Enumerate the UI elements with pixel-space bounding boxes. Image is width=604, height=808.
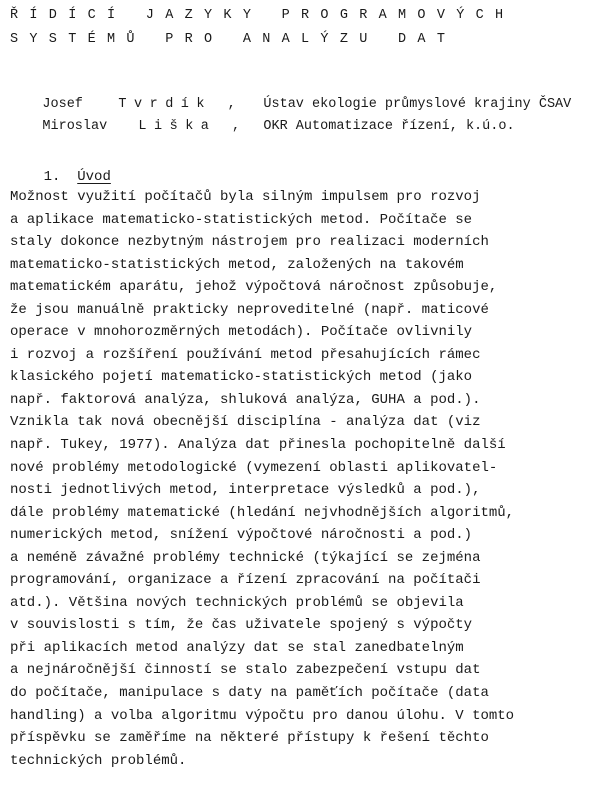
body-line: nové problémy metodologické (vymezení oblasti aplikovatel- xyxy=(10,459,498,476)
author-2-first-name: Miroslav xyxy=(42,119,108,134)
body-paragraph xyxy=(10,186,600,772)
body-line: matematickém aparátu, jehož výpočtová náročnost způsobuje, xyxy=(10,279,498,296)
body-line: technických problémů. xyxy=(10,752,187,769)
author-2-last-name: Liška , xyxy=(138,119,248,134)
body-line: programování, organizace a řízení zpracování na počítači xyxy=(10,572,481,589)
author-2-affiliation: OKR Automatizace řízení, k.ú.o. xyxy=(263,119,515,134)
body-line: příspěvku se zaměříme na některé přístupy k řešení těchto xyxy=(10,730,489,747)
body-line: např. faktorová analýza, shluková analýza, GUHA a pod.). xyxy=(10,391,481,408)
body-line: že jsou manuálně prakticky neproveditelné (např. maticové xyxy=(10,301,489,318)
author-2 xyxy=(10,104,515,149)
body-line: atd.). Většina nových technických problémů se objevila xyxy=(10,594,464,611)
title-line-2: SYSTÉMŮ PRO ANALÝZU DAT xyxy=(10,32,457,47)
body-line: staly dokonce nezbytným nástrojem pro realizaci moderních xyxy=(10,234,489,251)
section-title: Úvod xyxy=(77,169,111,185)
body-line: a nejnáročnější činností se stalo zabezpečení vstupu dat xyxy=(10,662,481,679)
body-line: Vznikla tak nová obecnější disciplína - analýza dat (viz xyxy=(10,414,481,431)
body-line: numerických metod, snížení výpočtové náročnosti a pod.) xyxy=(10,527,473,544)
body-line: handling) a volba algoritmu výpočtu pro danou úlohu. V tomto xyxy=(10,707,515,724)
body-line: nosti jednotlivých metod, interpretace výsledků a pod.), xyxy=(10,482,481,499)
body-line: i rozvoj a rozšíření používání metod přesahujících rámec xyxy=(10,346,481,363)
body-line: matematicko-statistických metod, založených na takovém xyxy=(10,256,464,273)
author-1-affiliation: Ústav ekologie průmyslové krajiny ČSAV xyxy=(263,97,572,112)
body-line: při aplikacích metod analýzy dat se stal zanedbatelným xyxy=(10,639,464,656)
body-line: v souvislosti s tím, že čas uživatele spojený s výpočty xyxy=(10,617,473,634)
body-line: operace v mnohorozměrných metodách). Počítače ovlivnily xyxy=(10,324,473,341)
author-1-last-name: Tvrdík , xyxy=(118,97,244,112)
body-line: Možnost využití počítačů byla silným impulsem pro rozvoj xyxy=(10,189,481,205)
body-line: do počítače, manipulace s daty na paměťích počítače (data xyxy=(10,685,489,702)
body-line: např. Tukey, 1977). Analýza dat přinesla pochopitelně další xyxy=(10,437,506,454)
body-line: a aplikace matematicko-statistických metod. Počítače se xyxy=(10,211,473,228)
body-line: dále problémy matematické (hledání nejvhodnějších algoritmů, xyxy=(10,504,515,521)
title-line-1: ŘÍDÍCÍ JAZYKY PROGRAMOVÝCH xyxy=(10,8,515,23)
section-number: 1. xyxy=(43,169,61,185)
body-line: klasického pojetí matematicko-statistických metod (jako xyxy=(10,369,473,386)
body-line: a neméně závažné problémy technické (týkající se zejména xyxy=(10,549,481,566)
author-1-first-name: Josef xyxy=(42,97,83,112)
